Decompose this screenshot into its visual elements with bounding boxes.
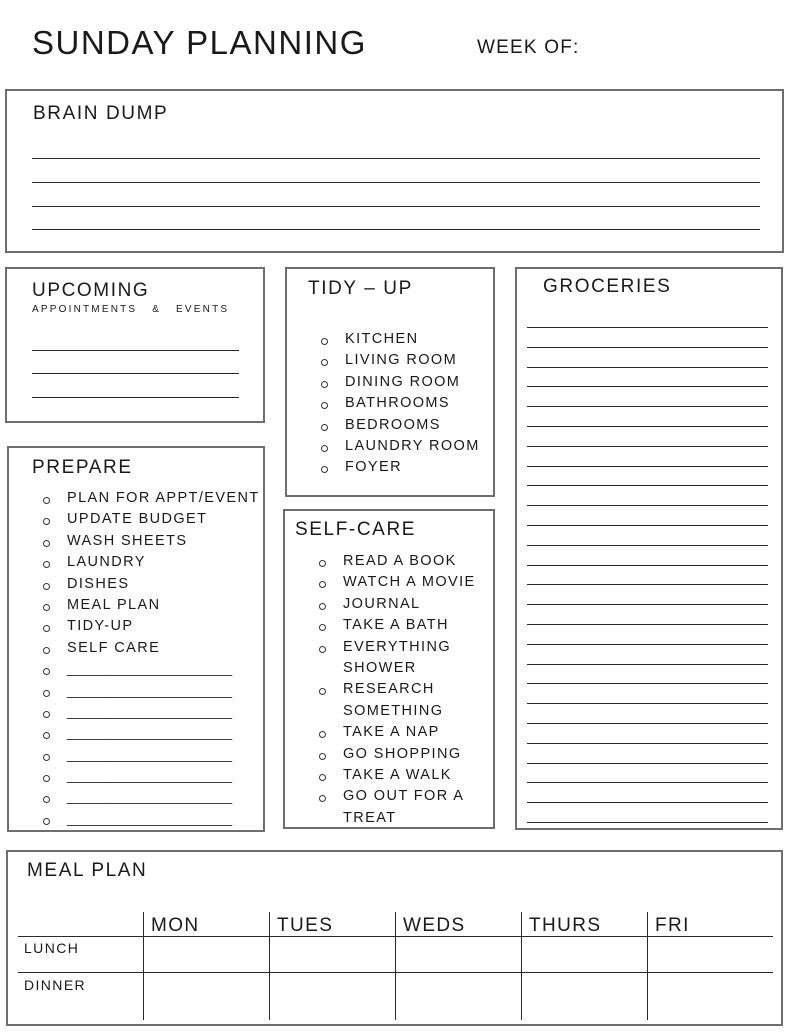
- self-care-item[interactable]: JOURNAL: [319, 596, 476, 617]
- week-of-label: WEEK OF:: [477, 37, 580, 58]
- self-care-item[interactable]: TAKE A BATH: [319, 617, 476, 638]
- prepare-box: [7, 446, 265, 832]
- checkbox-circle-icon[interactable]: [43, 796, 50, 803]
- meal-plan-column-divider: [395, 912, 396, 1020]
- checkbox-circle-icon[interactable]: [319, 795, 326, 802]
- prepare-item[interactable]: DISHES: [43, 576, 260, 597]
- self-care-item[interactable]: TAKE A WALK: [319, 767, 476, 788]
- checkbox-circle-icon[interactable]: [321, 359, 328, 366]
- self-care-list: [319, 553, 476, 831]
- meal-plan-title: MEAL PLAN: [27, 860, 148, 881]
- grocery-line[interactable]: [527, 545, 768, 546]
- grocery-line[interactable]: [527, 584, 768, 585]
- grocery-line[interactable]: [527, 802, 768, 803]
- brain-dump-line[interactable]: [32, 182, 760, 183]
- grocery-line[interactable]: [527, 367, 768, 368]
- grocery-line[interactable]: [527, 347, 768, 348]
- self-care-item-continued: SOMETHING: [343, 702, 444, 719]
- checkbox-circle-icon[interactable]: [321, 445, 328, 452]
- prepare-title: PREPARE: [32, 457, 133, 478]
- prepare-item[interactable]: ____________________: [43, 725, 260, 746]
- checkbox-circle-icon[interactable]: [43, 561, 50, 568]
- checkbox-circle-icon[interactable]: [319, 688, 326, 695]
- checkbox-circle-icon[interactable]: [43, 583, 50, 590]
- tidy-up-box: [285, 267, 495, 497]
- day-weds: WEDS: [403, 915, 466, 936]
- grocery-line[interactable]: [527, 782, 768, 783]
- upcoming-line[interactable]: [32, 350, 239, 351]
- checkbox-circle-icon[interactable]: [319, 646, 326, 653]
- brain-dump-line[interactable]: [32, 229, 760, 230]
- checkbox-circle-icon[interactable]: [43, 647, 50, 654]
- prepare-item[interactable]: MEAL PLAN: [43, 597, 260, 618]
- self-care-item[interactable]: READ A BOOK: [319, 553, 476, 574]
- prepare-item[interactable]: TIDY-UP: [43, 618, 260, 639]
- checkbox-circle-icon[interactable]: [319, 731, 326, 738]
- self-care-item[interactable]: WATCH A MOVIE: [319, 574, 476, 595]
- grocery-line[interactable]: [527, 446, 768, 447]
- grocery-line[interactable]: [527, 565, 768, 566]
- self-care-item[interactable]: EVERYTHING: [319, 639, 476, 660]
- prepare-item[interactable]: ____________________: [43, 768, 260, 789]
- groceries-title: GROCERIES: [543, 276, 672, 297]
- checkbox-circle-icon[interactable]: [319, 624, 326, 631]
- grocery-line[interactable]: [527, 386, 768, 387]
- self-care-item[interactable]: GO OUT FOR A: [319, 788, 476, 809]
- prepare-item[interactable]: ____________________: [43, 704, 260, 725]
- brain-dump-line[interactable]: [32, 158, 760, 159]
- tidy-up-item-bathrooms[interactable]: BATHROOMS: [321, 395, 480, 416]
- brain-dump-line[interactable]: [32, 206, 760, 207]
- brain-dump-box: [5, 89, 784, 253]
- checkbox-circle-icon[interactable]: [43, 818, 50, 825]
- prepare-item[interactable]: SELF CARE: [43, 640, 260, 661]
- grocery-line[interactable]: [527, 525, 768, 526]
- brain-dump-title: BRAIN DUMP: [33, 103, 169, 124]
- self-care-item[interactable]: TAKE A NAP: [319, 724, 476, 745]
- prepare-item[interactable]: PLAN FOR APPT/EVENT: [43, 490, 260, 511]
- grocery-line[interactable]: [527, 743, 768, 744]
- prepare-list: [43, 490, 260, 832]
- upcoming-line[interactable]: [32, 373, 239, 374]
- self-care-item-continued: SHOWER: [343, 659, 417, 676]
- checkbox-circle-icon[interactable]: [43, 625, 50, 632]
- checkbox-circle-icon[interactable]: [43, 732, 50, 739]
- tidy-up-item-laundry-room[interactable]: LAUNDRY ROOM: [321, 438, 480, 459]
- meal-plan-column-divider: [521, 912, 522, 1020]
- day-mon: MON: [151, 915, 200, 936]
- prepare-item[interactable]: UPDATE BUDGET: [43, 511, 260, 532]
- page-title: SUNDAY PLANNING: [32, 24, 367, 61]
- grocery-line[interactable]: [527, 664, 768, 665]
- grocery-line[interactable]: [527, 703, 768, 704]
- upcoming-line[interactable]: [32, 397, 239, 398]
- self-care-item[interactable]: RESEARCH: [319, 681, 476, 702]
- grocery-line[interactable]: [527, 683, 768, 684]
- groceries-box: [515, 267, 783, 830]
- day-tues: TUES: [277, 915, 334, 936]
- row-label-dinner: DINNER: [24, 977, 87, 993]
- tidy-up-item-bedrooms[interactable]: BEDROOMS: [321, 417, 480, 438]
- tidy-up-item-foyer[interactable]: FOYER: [321, 459, 480, 480]
- checkbox-circle-icon[interactable]: [321, 381, 328, 388]
- checkbox-circle-icon[interactable]: [43, 540, 50, 547]
- checkbox-circle-icon[interactable]: [43, 604, 50, 611]
- prepare-item[interactable]: LAUNDRY: [43, 554, 260, 575]
- day-thurs: THURS: [529, 915, 602, 936]
- tidy-up-title: TIDY – UP: [308, 278, 413, 299]
- checkbox-circle-icon[interactable]: [319, 603, 326, 610]
- grocery-line[interactable]: [527, 406, 768, 407]
- self-care-box: [283, 509, 495, 829]
- self-care-item-continued: TREAT: [343, 809, 397, 826]
- prepare-item[interactable]: WASH SHEETS: [43, 533, 260, 554]
- prepare-item[interactable]: ____________________: [43, 811, 260, 832]
- grocery-line[interactable]: [527, 822, 768, 823]
- checkbox-circle-icon[interactable]: [43, 518, 50, 525]
- grocery-line[interactable]: [527, 327, 768, 328]
- tidy-up-item-living-room[interactable]: LIVING ROOM: [321, 352, 480, 373]
- meal-plan-column-divider: [647, 912, 648, 1020]
- checkbox-circle-icon[interactable]: [319, 581, 326, 588]
- grocery-line[interactable]: [527, 604, 768, 605]
- grocery-line[interactable]: [527, 763, 768, 764]
- grocery-line[interactable]: [527, 485, 768, 486]
- checkbox-circle-icon[interactable]: [321, 338, 328, 345]
- prepare-item[interactable]: ____________________: [43, 789, 260, 810]
- tidy-up-list: [321, 331, 480, 481]
- meal-plan-column-divider: [143, 912, 144, 1020]
- prepare-item[interactable]: ____________________: [43, 683, 260, 704]
- upcoming-box: [5, 267, 265, 423]
- grocery-line[interactable]: [527, 426, 768, 427]
- self-care-item[interactable]: GO SHOPPING: [319, 746, 476, 767]
- checkbox-circle-icon[interactable]: [321, 466, 328, 473]
- checkbox-circle-icon[interactable]: [319, 560, 326, 567]
- checkbox-circle-icon[interactable]: [319, 753, 326, 760]
- tidy-up-item-dining-room[interactable]: DINING ROOM: [321, 374, 480, 395]
- checkbox-circle-icon[interactable]: [43, 497, 50, 504]
- checkbox-circle-icon[interactable]: [43, 668, 50, 675]
- upcoming-title: UPCOMING: [32, 280, 150, 301]
- checkbox-circle-icon[interactable]: [43, 754, 50, 761]
- grocery-line[interactable]: [527, 505, 768, 506]
- checkbox-circle-icon[interactable]: [321, 402, 328, 409]
- self-care-title: SELF-CARE: [295, 519, 417, 540]
- checkbox-circle-icon[interactable]: [321, 424, 328, 431]
- checkbox-circle-icon[interactable]: [319, 774, 326, 781]
- prepare-item[interactable]: ____________________: [43, 747, 260, 768]
- meal-plan-box: [6, 850, 783, 1026]
- grocery-line[interactable]: [527, 624, 768, 625]
- checkbox-circle-icon[interactable]: [43, 711, 50, 718]
- grocery-line[interactable]: [527, 466, 768, 467]
- grocery-line[interactable]: [527, 644, 768, 645]
- grocery-line[interactable]: [527, 723, 768, 724]
- row-label-lunch: LUNCH: [24, 940, 80, 956]
- checkbox-circle-icon[interactable]: [43, 775, 50, 782]
- meal-plan-column-divider: [269, 912, 270, 1020]
- upcoming-subtitle: APPOINTMENTS & EVENTS: [32, 304, 230, 315]
- checkbox-circle-icon[interactable]: [43, 690, 50, 697]
- prepare-item[interactable]: ____________________: [43, 661, 260, 682]
- day-fri: FRI: [655, 915, 690, 936]
- tidy-up-item-kitchen[interactable]: KITCHEN: [321, 331, 480, 352]
